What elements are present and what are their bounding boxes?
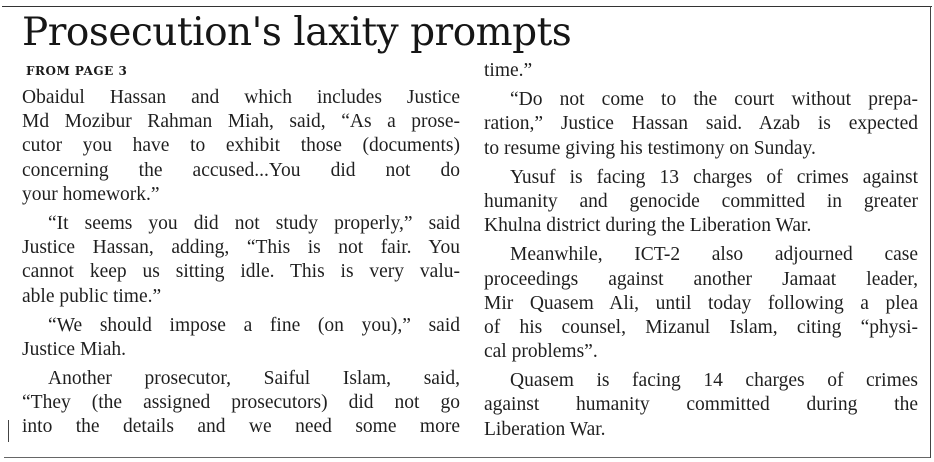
top-rule: [2, 6, 932, 7]
article-column-1: [22, 86, 460, 440]
bottom-rule: [4, 457, 930, 458]
article-column-2: [484, 59, 918, 442]
text-line: Justice Hassan, adding, “This is not fair. You: [22, 237, 460, 259]
text-line: to resume giving his testimony on Sunday.: [484, 137, 816, 159]
text-line: Mir Quasem Ali, until today following a plea: [484, 292, 918, 314]
text-line: concerning the accused...You did not do: [22, 159, 460, 181]
text-line: your homework.”: [22, 183, 160, 205]
text-line: ration,” Justice Hassan said. Azab is expected: [484, 113, 918, 135]
text-line: against humanity committed during the: [484, 394, 918, 416]
text-line: Another prosecutor, Saiful Islam, said,: [48, 368, 460, 390]
text-line: Justice Miah.: [22, 338, 126, 360]
text-line: Meanwhile, ICT-2 also adjourned case: [510, 244, 918, 266]
text-line: cutor you have to exhibit those (documents): [22, 135, 460, 157]
headline: Prosecution's laxity prompts: [22, 10, 572, 55]
right-rule: [930, 6, 931, 458]
text-line: of his counsel, Mizanul Islam, citing “physi-: [484, 316, 918, 338]
text-line: “They (the assigned prosecutors) did not go: [22, 392, 460, 414]
text-line: cal problems”.: [484, 341, 598, 363]
text-line: humanity and genocide committed in greater: [484, 190, 918, 212]
text-line: Md Mozibur Rahman Miah, said, “As a prose-: [22, 111, 460, 133]
text-line: Khulna district during the Liberation War.: [484, 215, 812, 237]
text-line: cannot keep us sitting idle. This is very valu-: [22, 261, 460, 283]
text-line: Yusuf is facing 13 charges of crimes against: [510, 166, 918, 188]
text-line: Obaidul Hassan and which includes Justice: [22, 87, 460, 108]
text-line: Liberation War.: [484, 418, 606, 440]
text-line: Quasem is facing 14 charges of crimes: [510, 370, 918, 392]
text-line: time.”: [484, 60, 533, 81]
text-line: into the details and we need some more: [22, 416, 460, 438]
text-line: “We should impose a fine (on you),” said: [48, 314, 460, 336]
left-rule-fragment: [8, 420, 9, 442]
text-line: able public time.”: [22, 285, 162, 307]
text-line: “It seems you did not study properly,” said: [48, 212, 460, 234]
text-line: proceedings against another Jamaat leader,: [484, 268, 918, 290]
text-line: “Do not come to the court without prepa-: [510, 89, 918, 111]
continued-from-label: FROM PAGE 3: [26, 64, 128, 78]
